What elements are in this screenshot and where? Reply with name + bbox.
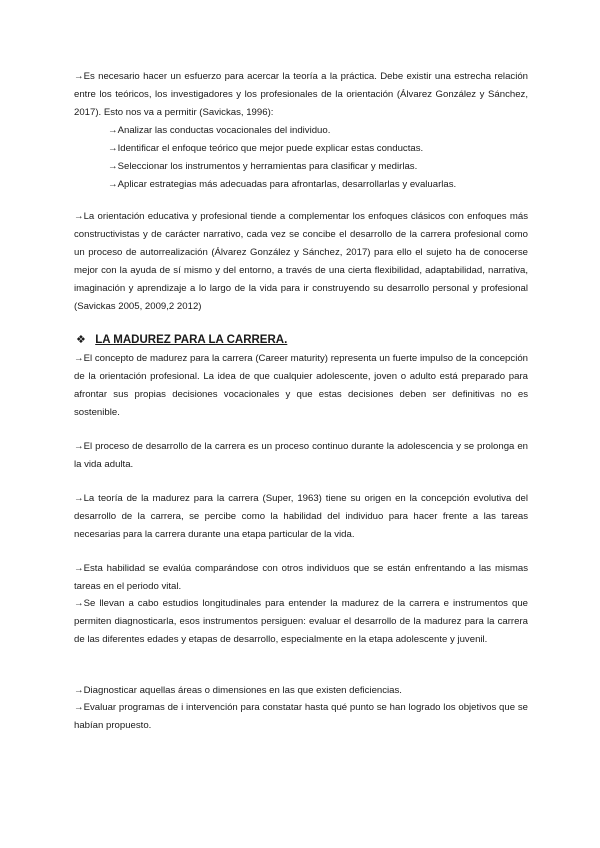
list-item: →Seleccionar los instrumentos y herramientas para clasificar y medirlas.: [108, 161, 418, 172]
list-item: →Identificar el enfoque teórico que mejor puede explicar estas conductas.: [108, 143, 424, 154]
body-paragraph: →Diagnosticar aquellas áreas o dimensiones en las que existen deficiencias.: [74, 685, 402, 696]
body-paragraph: →Evaluar programas de i intervención para constatar hasta qué punto se han logrado los objetivos que se habían propuesto.: [74, 702, 528, 731]
body-paragraph: →Se llevan a cabo estudios longitudinales para entender la madurez de la carrera e instrumentos que permiten diagnosticarla, esos instrumentos persiguen: evaluar el desarrollo de la madurez para la carrera de las diferentes edades y etapas de desarrollo, especialmente en la etapa adolescente y juvenil.: [74, 598, 528, 645]
section-heading: [76, 331, 287, 349]
body-paragraph: →La teoría de la madurez para la carrera (Super, 1963) tiene su origen en la concepción evolutiva del desarrollo de la carrera, se percibe como la habilidad del individuo para hacer frente a las tareas necesarias para la carrera durante una etapa particular de la vida.: [74, 493, 528, 540]
list-item: →Analizar las conductas vocacionales del individuo.: [108, 125, 331, 136]
section-title: LA MADUREZ PARA LA CARRERA.: [95, 334, 288, 346]
intro-paragraph: →Es necesario hacer un esfuerzo para acercar la teoría a la práctica. Debe existir una estrecha relación entre los teóricos, los investigadores y los profesionales de la orientación (Álvarez González y Sánchez, 2017). Esto nos va a permitir (Savickas, 1996):: [74, 71, 528, 118]
body-paragraph: →El proceso de desarrollo de la carrera es un proceso continuo durante la adolescencia y se prolonga en la vida adulta.: [74, 441, 528, 470]
body-paragraph: →Esta habilidad se evalúa comparándose con otros individuos que se están enfrentando a las mismas tareas en el periodo vital.: [74, 563, 528, 592]
orientation-paragraph: →La orientación educativa y profesional tiende a complementar los enfoques clásicos con enfoques más constructivistas y de carácter narrativo, cada vez se concibe el desarrollo de la carrera profesional como un proceso de autorrealización (Álvarez González y Sánchez, 2017) para ello el sujeto ha de conocerse mejor con la ayuda de sí mismo y del entorno, a través de una cierta flexibilidad, adaptabilidad, narrativa, imaginación y aprendizaje a lo largo de la vida para ir construyendo su desarrollo personal y profesional (Savickas 2005, 2009,2 2012): [74, 211, 528, 312]
diamond-bullet-icon: ❖: [76, 334, 86, 346]
body-paragraph: →El concepto de madurez para la carrera (Career maturity) representa un fuerte impulso de la concepción de la orientación profesional. La idea de que cualquier adolescente, joven o adulto está preparado para afrontar sus propias decisiones vocacionales y que estas decisiones deben ser definitivas no es sostenible.: [74, 353, 528, 418]
list-item: →Aplicar estrategias más adecuadas para afrontarlas, desarrollarlas y evaluarlas.: [108, 179, 457, 190]
